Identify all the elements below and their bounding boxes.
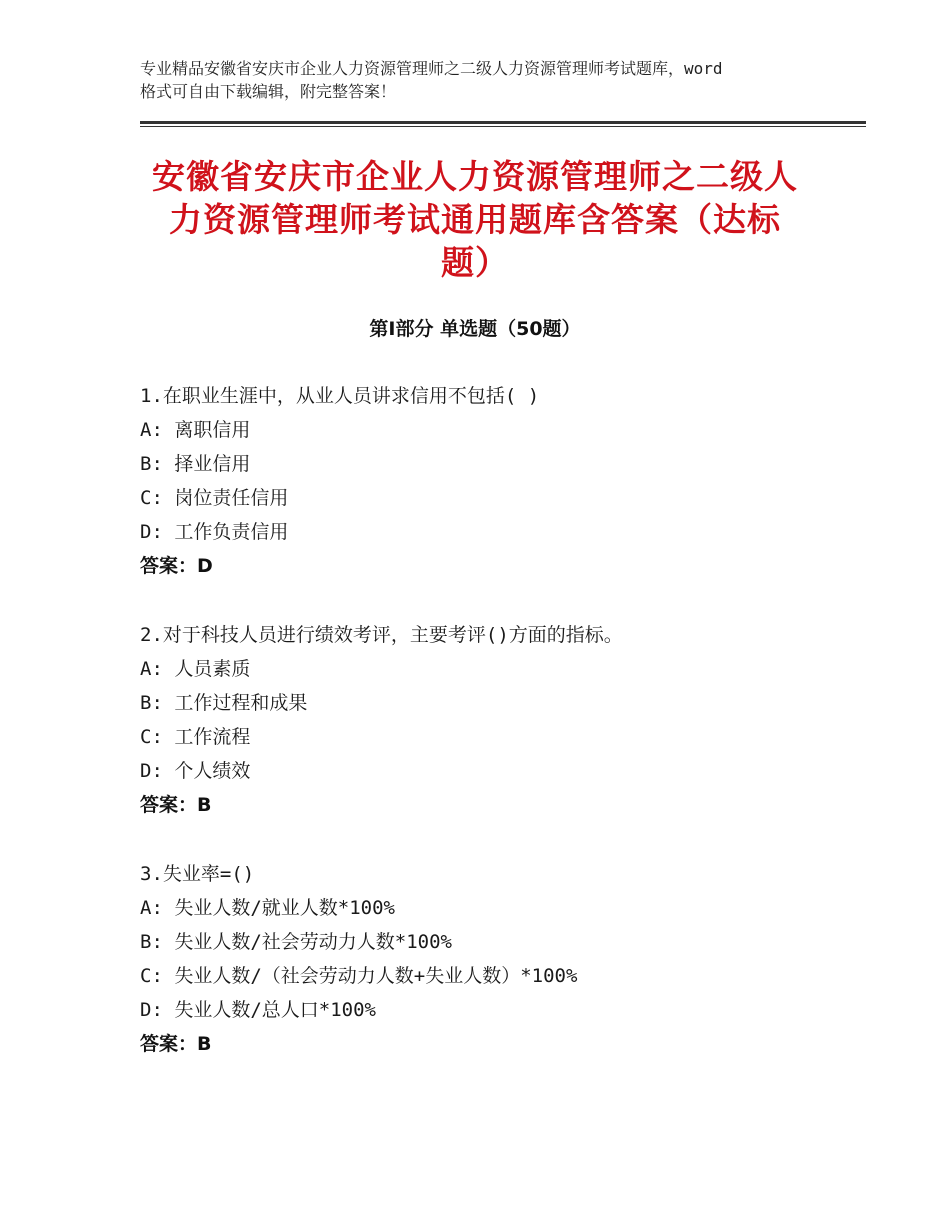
question-stem: 1.在职业生涯中，从业人员讲求信用不包括( ): [140, 385, 540, 407]
option-b: B: 工作过程和成果: [140, 692, 308, 714]
option-d: D: 失业人数/总人口*100%: [140, 999, 376, 1021]
option-c: C: 失业人数/（社会劳动力人数+失业人数）*100%: [140, 965, 578, 987]
option-b: B: 择业信用: [140, 453, 251, 475]
option-a: A: 离职信用: [140, 419, 251, 441]
header-note: [140, 57, 830, 103]
title-line: 安徽省安庆市企业人力资源管理师之二级人: [152, 157, 798, 196]
option-c: C: 工作流程: [140, 726, 251, 748]
question-block: [140, 379, 840, 583]
option-c: C: 岗位责任信用: [140, 487, 289, 509]
title-line: 力资源管理师考试通用题库含答案（达标: [169, 200, 781, 239]
title-line: 题）: [441, 243, 509, 282]
section-heading: 第Ⅰ部分 单选题（50题）: [369, 318, 581, 340]
option-d: D: 工作负责信用: [140, 521, 289, 543]
question-stem: 2.对于科技人员进行绩效考评，主要考评()方面的指标。: [140, 624, 623, 646]
header-note-line: 格式可自由下载编辑，附完整答案！: [140, 82, 397, 101]
option-a: A: 失业人数/就业人数*100%: [140, 897, 395, 919]
question-block: [140, 857, 840, 1061]
option-d: D: 个人绩效: [140, 760, 251, 782]
option-b: B: 失业人数/社会劳动力人数*100%: [140, 931, 452, 953]
header-note-line: 专业精品安徽省安庆市企业人力资源管理师之二级人力资源管理师考试题库，word: [140, 59, 723, 78]
header-divider-thin: [140, 126, 866, 127]
answer-line: 答案：D: [140, 555, 213, 577]
header-divider: [140, 121, 866, 124]
question-stem: 3.失业率=(): [140, 863, 255, 885]
answer-line: 答案：B: [140, 1033, 212, 1055]
document-title: [140, 155, 810, 284]
question-block: [140, 618, 840, 822]
option-a: A: 人员素质: [140, 658, 251, 680]
answer-line: 答案：B: [140, 794, 212, 816]
